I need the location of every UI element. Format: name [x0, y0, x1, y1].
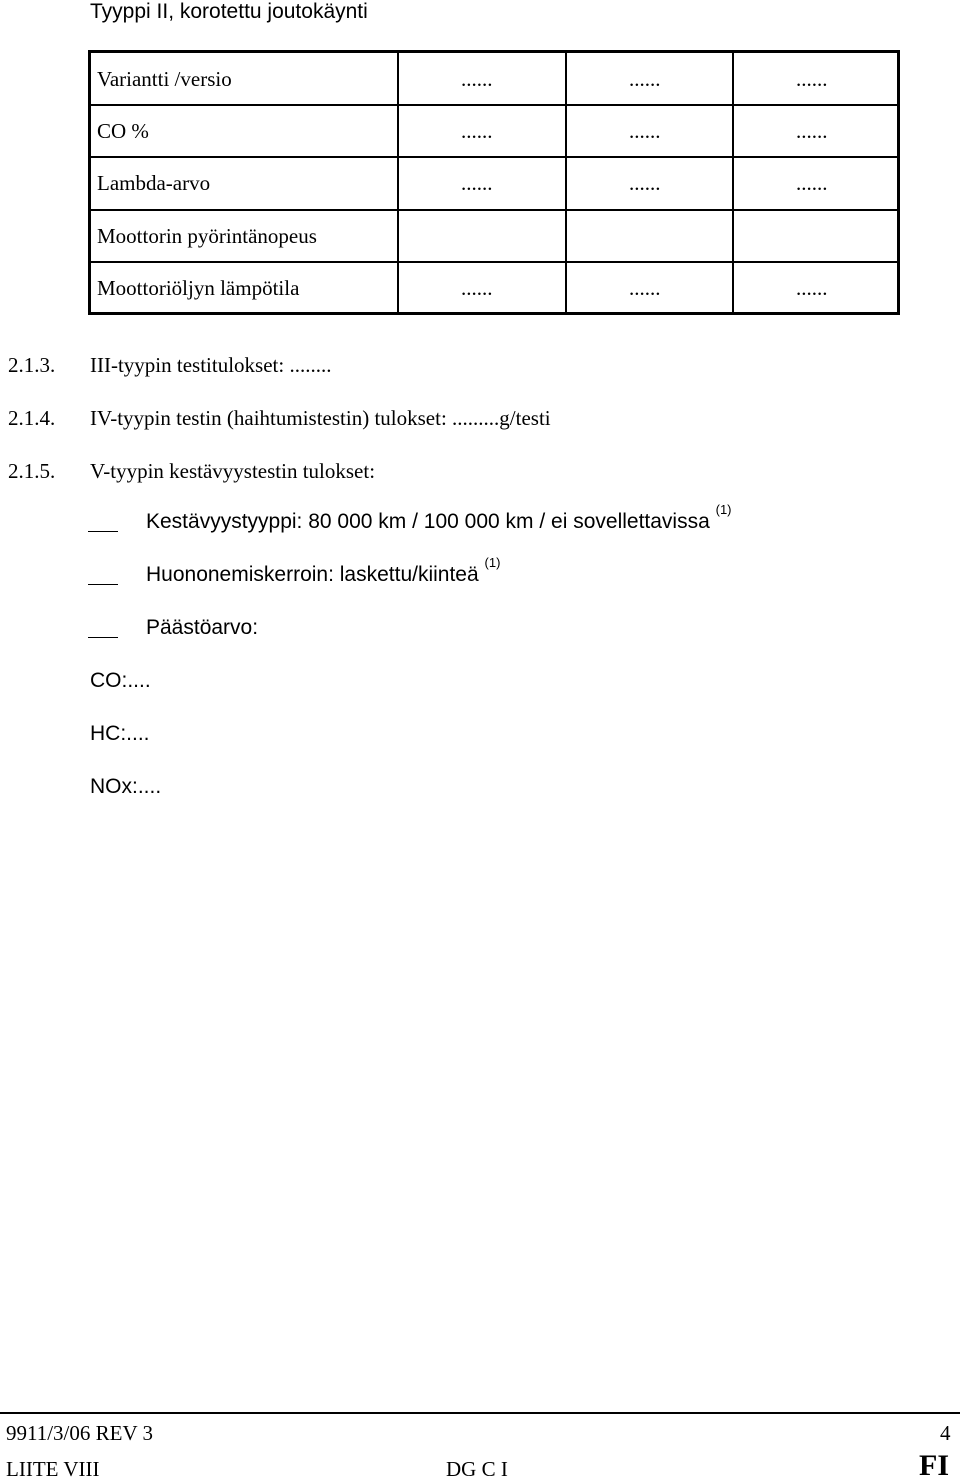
section-text: V-tyypin kestävyystestin tulokset:	[90, 459, 376, 483]
dg-label: DG C I	[446, 1457, 508, 1481]
document-reference: 9911/3/06 REV 3	[6, 1421, 154, 1445]
emission-hc: HC:....	[90, 722, 150, 745]
list-item	[146, 502, 732, 534]
table-row	[91, 157, 897, 209]
language-code: FI	[919, 1449, 949, 1482]
table-cell: ......	[629, 171, 661, 195]
table-row	[91, 105, 897, 157]
row-label: Variantti /versio	[97, 67, 232, 91]
dash-bullet	[88, 628, 118, 646]
section-number: 2.1.3.	[8, 353, 56, 377]
row-label: CO %	[97, 119, 149, 143]
dash-bullet	[88, 575, 118, 593]
section-number: 2.1.4.	[8, 406, 56, 430]
row-label: Moottorin pyörintänopeus	[97, 224, 317, 248]
table-cell: ......	[461, 276, 493, 300]
row-label: Moottoriöljyn lämpötila	[97, 276, 300, 300]
footnote-marker: (1)	[484, 555, 501, 570]
table-cell: ......	[796, 276, 828, 300]
table-cell: ......	[796, 119, 828, 143]
section-text: III-tyypin testitulokset: ........	[90, 353, 332, 377]
footnote-marker: (1)	[715, 502, 732, 517]
list-item-text: Päästöarvo:	[146, 616, 259, 639]
section-text: IV-tyypin testin (haihtumistestin) tulokset: .........g/testi	[90, 406, 551, 430]
table-cell: ......	[796, 67, 828, 91]
emission-nox: NOx:....	[90, 775, 162, 798]
table-cell: ......	[629, 276, 661, 300]
table-row	[91, 262, 897, 314]
section-number: 2.1.5.	[8, 459, 56, 483]
table-cell: ......	[629, 119, 661, 143]
list-item-text: Kestävyystyyppi: 80 000 km / 100 000 km / ei sovellettavissa	[146, 510, 710, 533]
page-number: 4	[940, 1421, 951, 1445]
annex-label: LIITE VIII	[6, 1457, 100, 1481]
table-cell: ......	[629, 67, 661, 91]
table-row	[91, 53, 897, 105]
list-item	[146, 555, 501, 587]
table-cell: ......	[461, 171, 493, 195]
section-heading: Tyyppi II, korotettu joutokäynti	[90, 0, 368, 23]
table-cell: ......	[796, 171, 828, 195]
list-item-text: Huononemiskerroin: laskettu/kiinteä	[146, 563, 479, 586]
table-cell: ......	[461, 119, 493, 143]
idle-test-table	[88, 50, 900, 315]
row-label: Lambda-arvo	[97, 171, 211, 195]
table-row	[91, 210, 897, 262]
footer-rule	[0, 1412, 960, 1414]
dash-bullet	[88, 522, 118, 540]
emission-co: CO:....	[90, 669, 151, 692]
table-cell: ......	[461, 67, 493, 91]
list-item	[146, 616, 258, 640]
